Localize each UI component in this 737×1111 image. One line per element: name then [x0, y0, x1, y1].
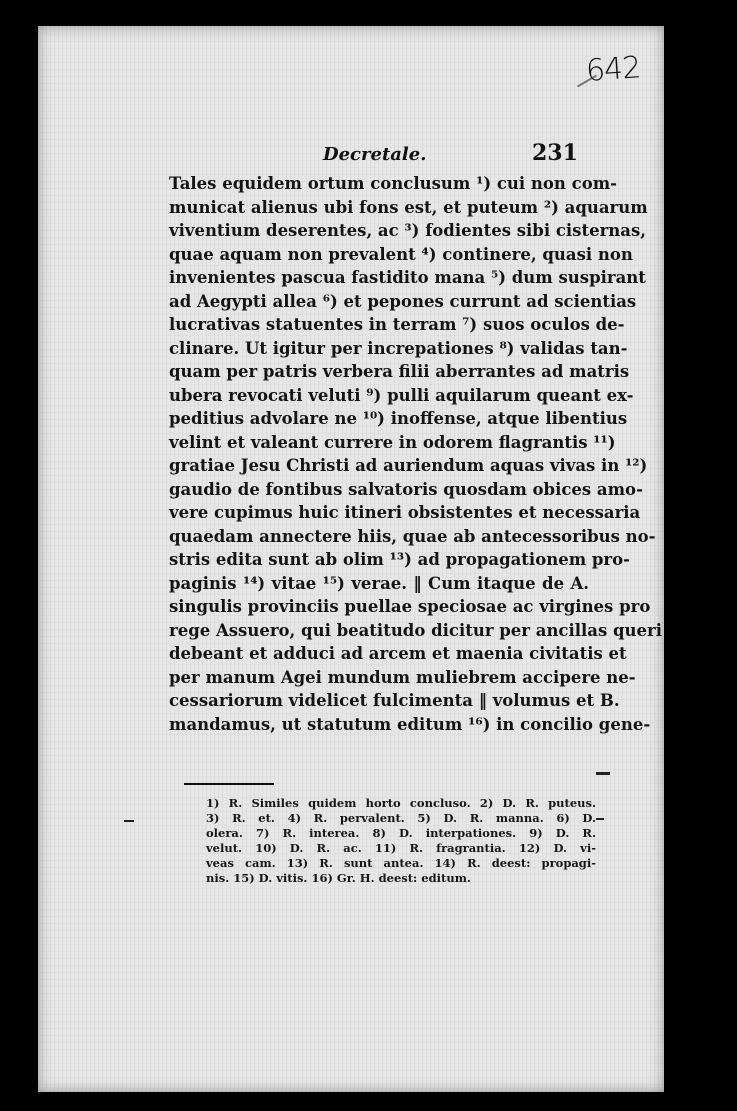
text-line: quae aquam non prevalent ⁴) continere, quasi non — [169, 244, 633, 264]
scanned-page — [38, 26, 664, 1092]
text-line: mandamus, ut statutum editum ¹⁶) in concilio gene- — [169, 714, 651, 734]
text-line: stris edita sunt ab olim ¹³) ad propagationem pro- — [169, 550, 630, 569]
text-line: paginis ¹⁴) vitae ¹⁵) verae. ‖ Cum itaque de A. — [169, 573, 589, 593]
text-line: ad Aegypti allea ⁶) et pepones currunt ad scientias — [169, 291, 637, 311]
page-number: 231 — [532, 140, 578, 166]
text-line: debeant et adduci ad arcem et maenia civitatis et — [169, 644, 627, 663]
text-line: cessariorum videlicet fulcimenta ‖ volumus et B. — [169, 691, 620, 710]
text-line: gaudio de fontibus salvatoris quosdam obices amo- — [169, 479, 643, 499]
ink-mark — [596, 772, 610, 775]
body-text — [169, 172, 663, 736]
text-line: Tales equidem ortum conclusum ¹) cui non com- — [169, 174, 618, 193]
footnotes — [206, 796, 596, 886]
text-line: gratiae Jesu Christi ad auriendum aquas vivas in ¹²) — [169, 456, 648, 475]
text-line: quam per patris verbera filii aberrantes ad matris — [169, 362, 630, 381]
text-line: per manum Agei mundum muliebrem accipere ne- — [169, 667, 636, 687]
footnote-line: 3) R. et. 4) R. pervalent. 5) D. R. manna. 6) D. — [206, 811, 596, 825]
footnote-line: velut. 10) D. R. ac. 11) R. fragrantia. 12) D. vi- — [206, 841, 596, 855]
footnote-line: 1) R. Similes quidem horto concluso. 2) D. R. puteus. — [206, 796, 596, 810]
handwritten-folio-number: 642 — [584, 50, 642, 89]
text-line: peditius advolare ne ¹⁰) inoffense, atque libentius — [169, 409, 628, 428]
text-line: invenientes pascua fastidito mana ⁵) dum suspirant — [169, 268, 646, 287]
ink-mark — [124, 820, 134, 822]
text-line: rege Assuero, qui beatitudo dicitur per ancillas queri — [169, 620, 663, 640]
running-title: Decretale. — [323, 144, 427, 165]
text-line: velint et valeant currere in odorem flagrantis ¹¹) — [169, 432, 616, 452]
text-line: lucrativas statuentes in terram ⁷) suos oculos de- — [169, 315, 625, 334]
text-line: singulis provinciis puellae speciosae ac virgines pro — [169, 597, 651, 616]
text-line: quaedam annectere hiis, quae ab antecessoribus no- — [169, 526, 656, 546]
footnote-line: veas cam. 13) R. sunt antea. 14) R. deest: propagi- — [206, 856, 596, 870]
footnote-rule — [184, 783, 274, 785]
text-line: clinare. Ut igitur per increpationes ⁸) validas tan- — [169, 338, 628, 358]
text-line: ubera revocati veluti ⁹) pulli aquilarum queant ex- — [169, 385, 634, 405]
ink-mark — [596, 818, 604, 820]
footnote-line: nis. 15) D. vitis. 16) Gr. H. deest: editum. — [206, 871, 471, 885]
text-line: vere cupimus huic itineri obsistentes et necessaria — [169, 503, 641, 522]
footnote-line: olera. 7) R. interea. 8) D. interpationes. 9) D. R. — [206, 826, 596, 840]
text-line: viventium deserentes, ac ³) fodientes sibi cisternas, — [169, 221, 646, 240]
text-line: municat alienus ubi fons est, et puteum ²) aquarum — [169, 197, 648, 217]
